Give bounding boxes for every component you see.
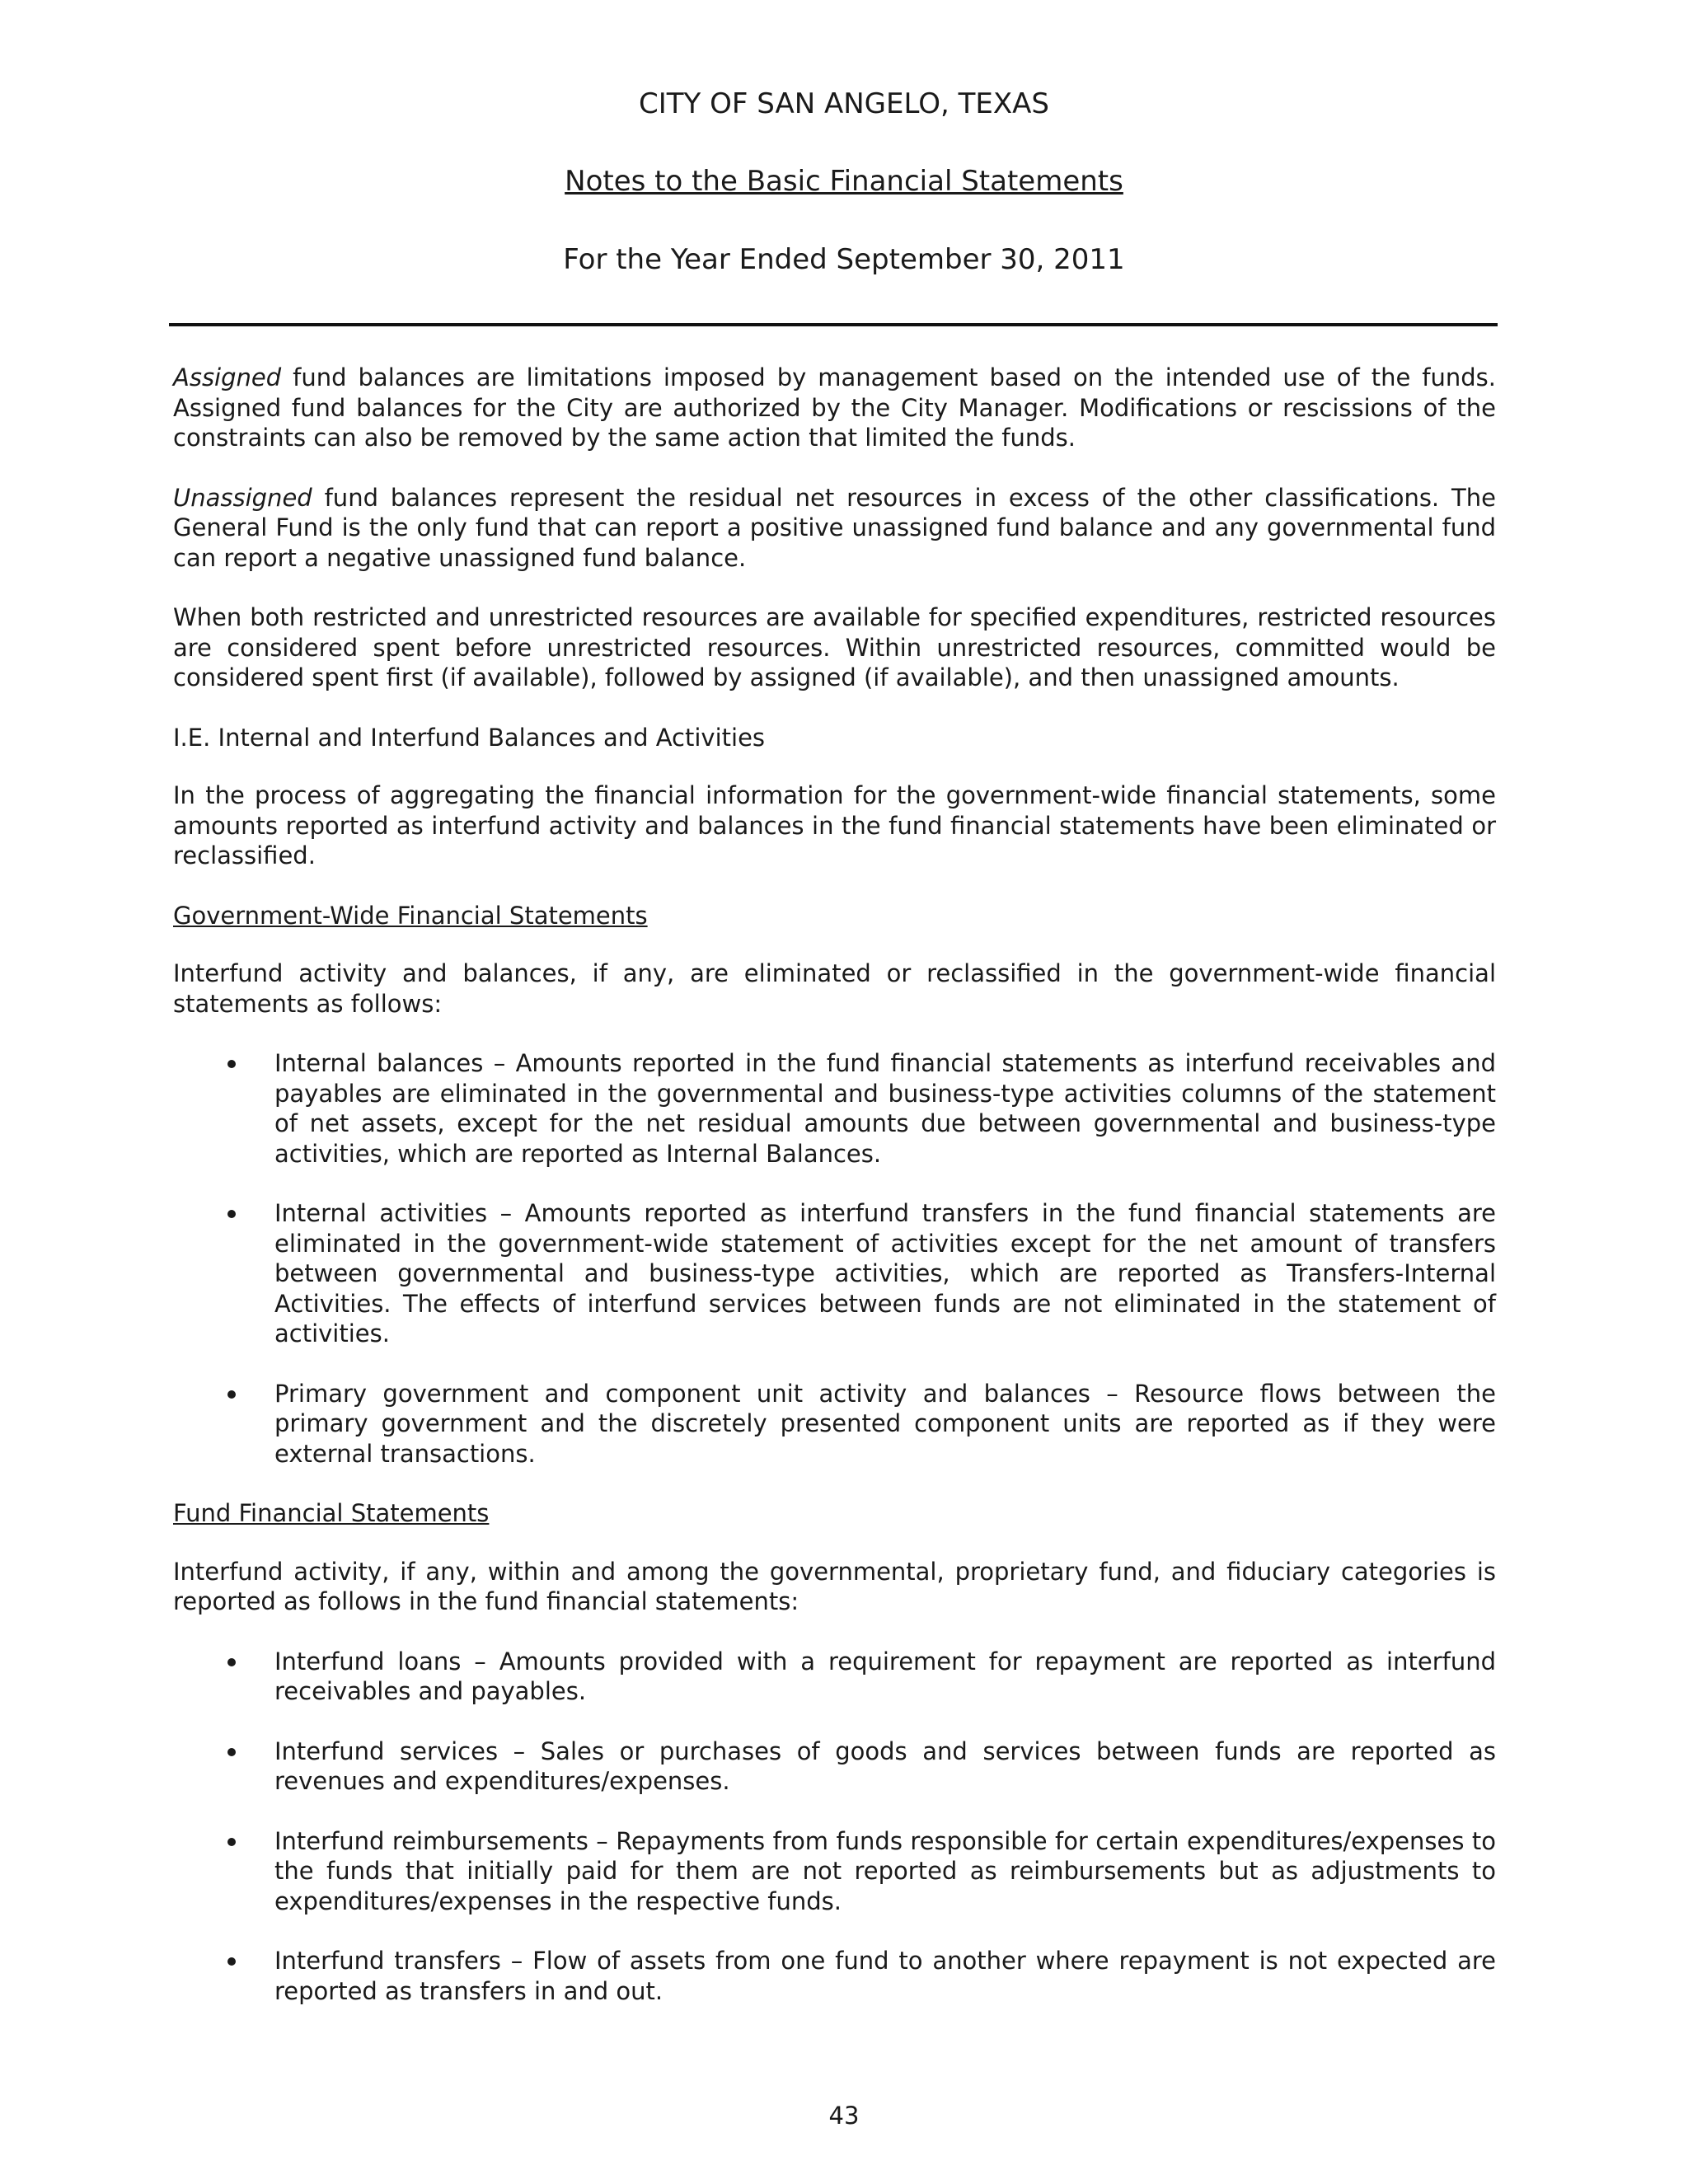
fund-fin-heading: Fund Financial Statements [173,1499,490,1527]
fund-fin-intro: Interfund activity, if any, within and among the governmental, proprietary fund, and fiduciary categories is reported as follows in the fund financial statements: [173,1557,1496,1615]
bullet-icon [227,1748,236,1756]
list-item [173,1826,1496,1917]
section-ie-intro: In the process of aggregating the financial information for the government-wide financial statements, some amounts reported as interfund activity and balances in the fund financial statements have been eliminated or reclassified. [173,781,1496,869]
list-item [173,1379,1496,1469]
restricted-paragraph: When both restricted and unrestricted resources are available for specified expenditures, restricted resources are considered spent before unrestricted resources. Within unrestricted resources, committed would be considered spent first (if available), followed by assigned (if available), and then unassigned amounts. [173,603,1496,691]
assigned-term: Assigned [173,363,282,391]
bullet-text: Interfund services – Sales or purchases of goods and services between funds are reported as revenues and expenditures/expenses. [274,1736,1496,1795]
bullet-text: Primary government and component unit activity and balances – Resource flows between the primary government and the discretely presented component units are reported as if they were external transactions. [274,1379,1496,1468]
assigned-paragraph [173,363,1496,453]
bullet-icon [227,1210,236,1218]
bullet-icon [227,1658,236,1666]
assigned-text: fund balances are limitations imposed by management based on the intended use of the funds. Assigned fund balances for the City are authorized by the City Manager. Modifications or rescissions of the constraints can also be removed by the same action that limited the funds. [173,363,1496,452]
bullet-icon [227,1957,236,1966]
city-title: CITY OF SAN ANGELO, TEXAS [639,87,1049,120]
bullet-text: Internal balances – Amounts reported in the fund financial statements as interfund receivables and payables are eliminated in the governmental and business-type activities columns of the statement of net assets, except for the net residual amounts due between governmental and business-type activities, which are reported as Internal Balances. [274,1049,1496,1168]
bullet-icon [227,1838,236,1846]
list-item [173,1048,1496,1169]
gov-wide-heading: Government-Wide Financial Statements [173,901,648,930]
bullet-text: Interfund reimbursements – Repayments from funds responsible for certain expenditures/expenses to the funds that initially paid for them are not reported as reimbursements but as adjustments to expenditures/expenses in the respective funds. [274,1826,1496,1915]
bullet-text: Interfund loans – Amounts provided with a requirement for repayment are reported as interfund receivables and payables. [274,1647,1496,1705]
bullet-text: Internal activities – Amounts reported as interfund transfers in the fund financial statements are eliminated in the government-wide statement of activities except for the net amount of transfers between governmental and business-type activities, which are reported as Transfers-Internal Activities. The effects of interfund services between funds are not eliminated in the statement of activities. [274,1199,1496,1347]
document-body [173,363,1496,2036]
bullet-icon [227,1060,236,1068]
gov-wide-intro: Interfund activity and balances, if any, are eliminated or reclassified in the government-wide financial statements as follows: [173,959,1496,1018]
page-number: 43 [828,2102,860,2130]
unassigned-term: Unassigned [173,483,312,512]
list-item [173,1946,1496,2006]
fiscal-year-title: For the Year Ended September 30, 2011 [563,243,1125,276]
list-item [173,1736,1496,1797]
gov-wide-bullet-list [173,1048,1496,1469]
notes-title: Notes to the Basic Financial Statements [565,165,1123,198]
unassigned-paragraph [173,483,1496,574]
list-item [173,1198,1496,1349]
header-divider [169,323,1498,326]
bullet-icon [227,1390,236,1399]
section-ie-heading: I.E. Internal and Interfund Balances and Activities [173,723,766,752]
list-item [173,1647,1496,1707]
bullet-text: Interfund transfers – Flow of assets from one fund to another where repayment is not expected are reported as transfers in and out. [274,1947,1496,2005]
fund-fin-bullet-list [173,1647,1496,2007]
unassigned-text: fund balances represent the residual net resources in excess of the other classifications. The General Fund is the only fund that can report a positive unassigned fund balance and any governmental fund can report a negative unassigned fund balance. [173,483,1496,572]
